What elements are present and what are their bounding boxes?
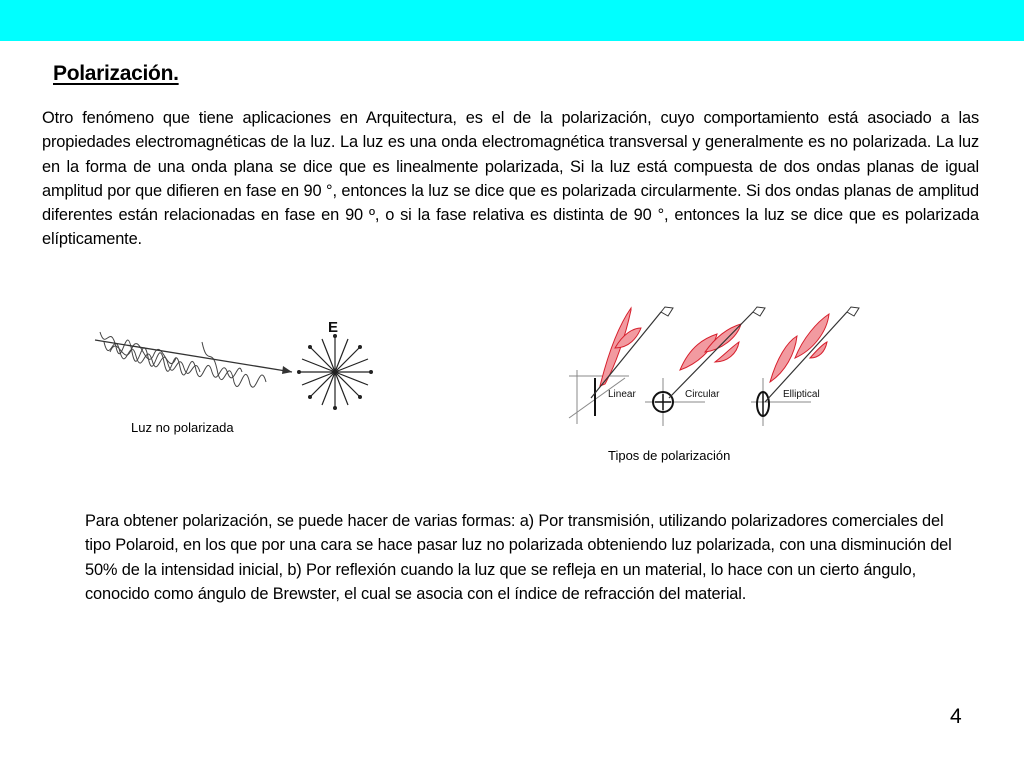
unpolarized-light-figure [92,312,382,417]
label-linear: Linear [608,389,636,400]
caption-polarization-types: Tipos de polarización [608,448,731,463]
page-number: 4 [950,705,962,728]
label-elliptical: Elliptical [783,389,820,400]
intro-paragraph: Otro fenómeno que tiene aplicaciones en Arquitectura, es el de la polarización, cuyo comportamiento está asociado a las propiedades electromagnéticas de la luz. La luz es una onda electromagnética transversal y generalmente es no polarizada. La luz en la forma de una onda plana se dice que es linealmente polarizada, Si la luz está compuesta de dos ondas planas de igual amplitud por que difieren en fase en 90 °, entonces la luz se dice que es polarizada circularmente. Si dos ondas planas de amplitud diferentes están relacionadas en fase en 90 º, o si la fase relativa es distinta de 90 °, entonces la luz se dice que es polarizada elípticamente. [42,109,979,249]
slide-title: Polarización. [53,62,179,85]
polarization-types-figure [565,298,865,433]
header-bar [0,0,1024,41]
methods-paragraph: Para obtener polarización, se puede hacer de varias formas: a) Por transmisión, utilizando polarizadores comerciales del tipo Polaroid, en los que por una cara se hace pasar luz no polarizada obteniendo luz polarizada, con una disminución del 50% de la intensidad inicial, b) Por reflexión cuando la luz que se refleja en un material, lo hace con un cierto ángulo, conocido como ángulo de Brewster, el cual se asocia con el índice de refracción del material. [85,512,952,603]
caption-unpolarized: Luz no polarizada [131,420,234,435]
field-label: E [328,319,339,336]
label-circular: Circular [685,389,720,400]
